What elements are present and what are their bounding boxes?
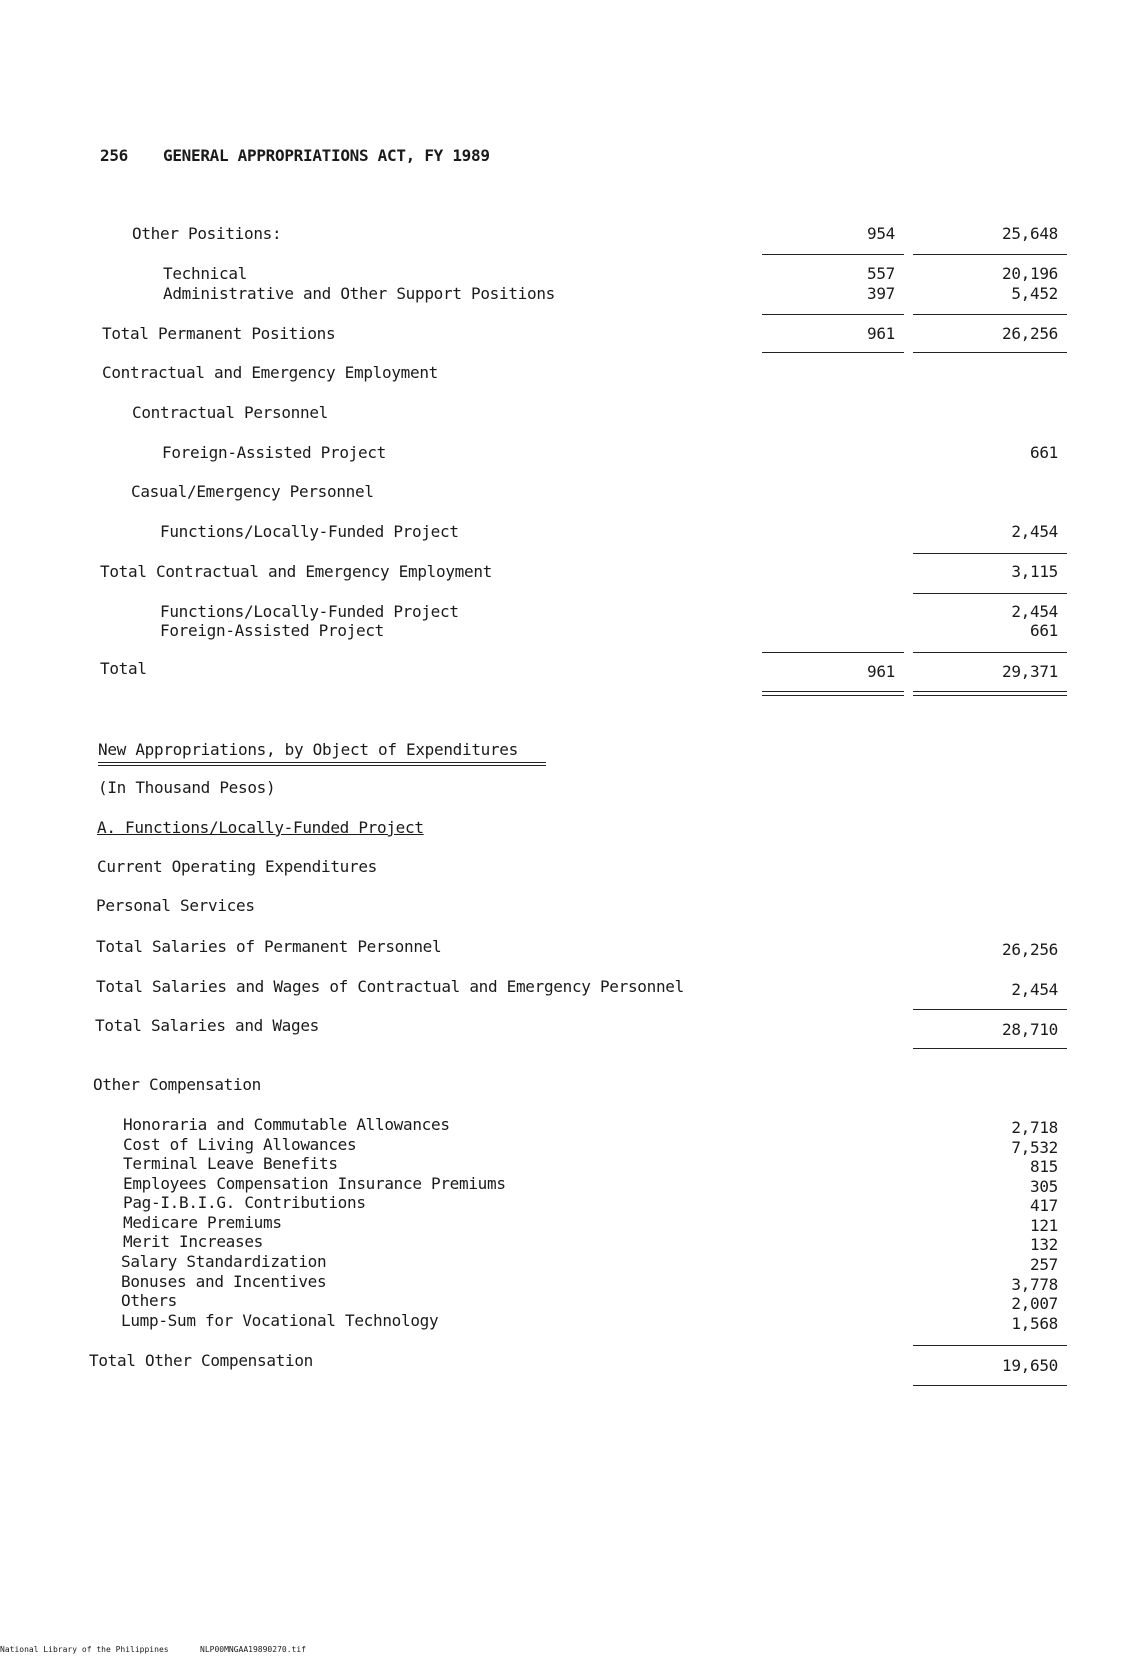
double-rule bbox=[913, 691, 1067, 696]
rule bbox=[762, 254, 904, 255]
rule bbox=[913, 352, 1067, 353]
other-positions-amount: 25,648 bbox=[1002, 224, 1058, 243]
total-other-compensation-label: Total Other Compensation bbox=[89, 1351, 313, 1370]
grand-total-label: Total bbox=[100, 659, 147, 678]
foreign-assisted-amount: 661 bbox=[1030, 443, 1058, 462]
appropriations-heading: New Appropriations, by Object of Expenditures bbox=[98, 740, 518, 759]
other-compensation-heading: Other Compensation bbox=[93, 1075, 261, 1094]
rule bbox=[913, 1385, 1067, 1386]
rule bbox=[913, 593, 1067, 594]
footer-library: National Library of the Philippines bbox=[0, 1645, 169, 1654]
other-positions-label: Other Positions: bbox=[132, 224, 282, 243]
list-item-label: Pag-I.B.I.G. Contributions bbox=[123, 1193, 366, 1212]
technical-amount: 20,196 bbox=[1002, 264, 1058, 283]
unit-note: (In Thousand Pesos) bbox=[98, 778, 276, 797]
list-item-amount: 257 bbox=[1030, 1255, 1058, 1274]
salaries-contractual-label: Total Salaries and Wages of Contractual and Emergency Personnel bbox=[96, 977, 684, 996]
salaries-total-label: Total Salaries and Wages bbox=[95, 1016, 319, 1035]
list-item-label: Lump-Sum for Vocational Technology bbox=[121, 1311, 439, 1330]
list-item-amount: 3,778 bbox=[1011, 1275, 1058, 1294]
heading-double-underline bbox=[98, 762, 546, 766]
list-item-amount: 121 bbox=[1030, 1216, 1058, 1235]
total-permanent-label: Total Permanent Positions bbox=[102, 324, 336, 343]
admin-amount: 5,452 bbox=[1011, 284, 1058, 303]
salaries-permanent-amount: 26,256 bbox=[1002, 940, 1058, 959]
total-contractual-amount: 3,115 bbox=[1011, 562, 1058, 581]
contractual-personnel-heading: Contractual Personnel bbox=[132, 403, 328, 422]
list-item-amount: 815 bbox=[1030, 1157, 1058, 1176]
rule bbox=[913, 1048, 1067, 1049]
rule bbox=[762, 652, 904, 653]
list-item-label: Others bbox=[121, 1291, 177, 1310]
technical-label: Technical bbox=[163, 264, 247, 283]
list-item-label: Honoraria and Commutable Allowances bbox=[123, 1115, 450, 1134]
list-item-amount: 2,718 bbox=[1011, 1118, 1058, 1137]
list-item-label: Medicare Premiums bbox=[123, 1213, 282, 1232]
rule bbox=[913, 314, 1067, 315]
functions-locally-amount: 2,454 bbox=[1011, 522, 1058, 541]
breakdown-functions-label: Functions/Locally-Funded Project bbox=[160, 602, 459, 621]
admin-label: Administrative and Other Support Positions bbox=[163, 284, 555, 303]
total-permanent-amount: 26,256 bbox=[1002, 324, 1058, 343]
list-item-label: Bonuses and Incentives bbox=[121, 1272, 327, 1291]
salaries-contractual-amount: 2,454 bbox=[1011, 980, 1058, 999]
list-item-label: Salary Standardization bbox=[121, 1252, 327, 1271]
rule bbox=[762, 314, 904, 315]
list-item-amount: 1,568 bbox=[1011, 1314, 1058, 1333]
grand-total-amount: 29,371 bbox=[1002, 662, 1058, 681]
salaries-total-amount: 28,710 bbox=[1002, 1020, 1058, 1039]
foreign-assisted-label: Foreign-Assisted Project bbox=[162, 443, 386, 462]
page-number: 256 bbox=[100, 146, 128, 165]
current-operating-heading: Current Operating Expenditures bbox=[97, 857, 377, 876]
contractual-heading: Contractual and Emergency Employment bbox=[102, 363, 438, 382]
rule bbox=[913, 652, 1067, 653]
grand-total-count: 961 bbox=[867, 662, 895, 681]
list-item-amount: 2,007 bbox=[1011, 1294, 1058, 1313]
page-title: GENERAL APPROPRIATIONS ACT, FY 1989 bbox=[163, 146, 490, 165]
footer-file: NLP00MNGAA19890270.tif bbox=[200, 1645, 306, 1654]
total-contractual-label: Total Contractual and Emergency Employment bbox=[100, 562, 492, 581]
functions-locally-label: Functions/Locally-Funded Project bbox=[160, 522, 459, 541]
rule bbox=[913, 1345, 1067, 1346]
list-item-amount: 305 bbox=[1030, 1177, 1058, 1196]
total-permanent-count: 961 bbox=[867, 324, 895, 343]
technical-count: 557 bbox=[867, 264, 895, 283]
other-positions-count: 954 bbox=[867, 224, 895, 243]
rule bbox=[913, 1009, 1067, 1010]
casual-personnel-heading: Casual/Emergency Personnel bbox=[131, 482, 374, 501]
list-item-amount: 7,532 bbox=[1011, 1138, 1058, 1157]
rule bbox=[762, 352, 904, 353]
salaries-permanent-label: Total Salaries of Permanent Personnel bbox=[96, 937, 442, 956]
personal-services-heading: Personal Services bbox=[96, 896, 255, 915]
breakdown-foreign-amount: 661 bbox=[1030, 621, 1058, 640]
list-item-label: Merit Increases bbox=[123, 1232, 263, 1251]
list-item-label: Employees Compensation Insurance Premiums bbox=[123, 1174, 506, 1193]
list-item-label: Terminal Leave Benefits bbox=[123, 1154, 338, 1173]
rule bbox=[913, 553, 1067, 554]
breakdown-functions-amount: 2,454 bbox=[1011, 602, 1058, 621]
breakdown-foreign-label: Foreign-Assisted Project bbox=[160, 621, 384, 640]
double-rule bbox=[762, 691, 904, 696]
list-item-amount: 417 bbox=[1030, 1196, 1058, 1215]
section-a-heading: A. Functions/Locally-Funded Project bbox=[97, 818, 424, 837]
total-other-compensation-amount: 19,650 bbox=[1002, 1356, 1058, 1375]
rule bbox=[913, 254, 1067, 255]
admin-count: 397 bbox=[867, 284, 895, 303]
list-item-amount: 132 bbox=[1030, 1235, 1058, 1254]
list-item-label: Cost of Living Allowances bbox=[123, 1135, 357, 1154]
